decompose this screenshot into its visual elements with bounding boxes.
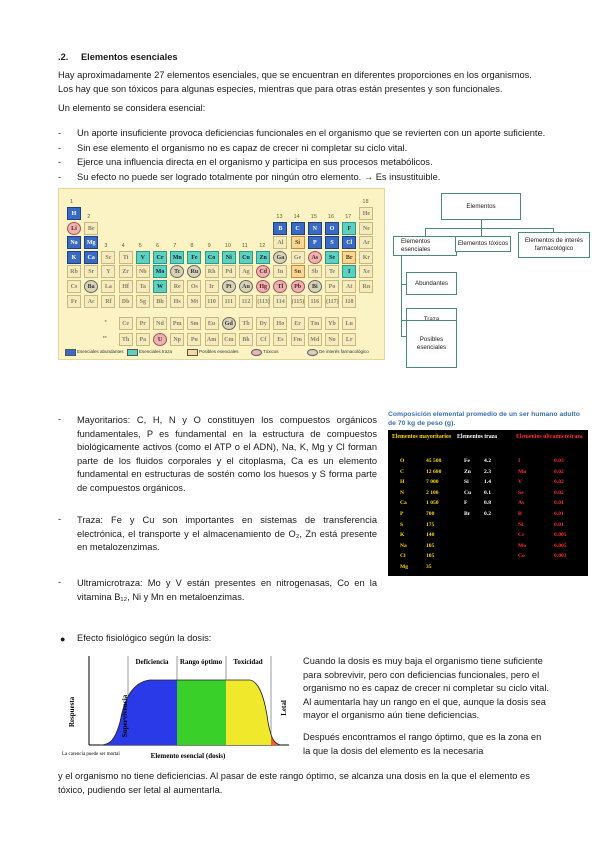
element-cell: Rh (205, 265, 219, 278)
ultra-element-symbol: B (518, 511, 522, 517)
element-cell: Mg (84, 236, 98, 249)
element-cell: Co (205, 251, 219, 264)
lanthanide-cell: Lu (342, 317, 356, 330)
legend-swatch (251, 349, 262, 356)
major-element-value: 105 (426, 553, 435, 560)
element-cell: Rb (67, 265, 81, 278)
section-heading (58, 51, 178, 65)
bullet-dot: ● (60, 634, 66, 644)
element-cell: Au (239, 280, 253, 293)
element-cell: Ac (84, 295, 98, 308)
element-cell: Ti (119, 251, 133, 264)
element-cell: Mt (187, 295, 201, 308)
ultra-element-value: 0.005 (554, 532, 567, 539)
ultra-element-value: 0.01 (554, 500, 564, 507)
group-number: 15 (310, 213, 317, 220)
element-cell: K (67, 251, 81, 264)
dose-paragraph-2: Después encontramos el rango óptimo, que es la zona en la que la dosis del elemento es la necesaria (303, 732, 542, 756)
essential-criteria-list (58, 126, 548, 184)
tree-root: Elementos (441, 193, 521, 220)
major-element-value: 2 100 (426, 489, 439, 496)
x-axis-label: Elemento esencial (dosis) (150, 752, 226, 760)
lanthanide-cell: Tb (239, 317, 253, 330)
lanthanide-cell: Pm (170, 317, 184, 330)
actinide-cell: Cm (222, 333, 236, 346)
zone-label-deficiency: Deficiencia (135, 658, 169, 666)
element-cell: S (325, 236, 339, 249)
element-cell: Al (273, 236, 287, 249)
ultra-element-value: 0.01 (554, 521, 564, 528)
major-element-value: 35 (426, 564, 432, 570)
element-cell: F (342, 222, 356, 235)
element-cell: Ne (359, 222, 373, 235)
intro-paragraph: Hay aproximadamente 27 elementos esenciales, que se encuentran en diferentes proporciones en los organismos. Los hay que son tóxicos para algunas especies, mientras que para otras están presentes y son funcionales. (58, 70, 532, 94)
trace-element-value: 1.4 (484, 479, 491, 486)
element-cell: Ni (222, 251, 236, 264)
element-cell: Cd (256, 265, 270, 278)
major-element-value: 45 500 (426, 458, 442, 464)
element-cell: O (325, 222, 339, 235)
element-cell: Tl (273, 280, 287, 293)
element-cell: Nb (136, 265, 150, 278)
actinide-cell: Am (205, 333, 219, 346)
element-cell: Cu (239, 251, 253, 264)
ultra-element-symbol: Mn (518, 468, 527, 475)
zone-label-optimal: Rango óptimo (179, 658, 223, 666)
legend-swatch (307, 349, 318, 356)
major-element-symbol: Cl (400, 553, 406, 560)
group-number: 5 (138, 242, 142, 249)
element-cell: Ca (84, 251, 98, 264)
element-cell: Rn (359, 280, 373, 293)
major-element-symbol: Ca (400, 500, 407, 507)
trace-element-symbol: Br (464, 511, 471, 517)
group-number: 17 (345, 213, 352, 220)
element-cell: B (273, 222, 287, 235)
tree-node-pharmacological: Elementos de interés farmacológico (518, 232, 590, 258)
ultra-element-symbol: As (518, 500, 525, 507)
lanthanide-cell: Nd (153, 317, 167, 330)
legend-label: Tóxicos (263, 349, 279, 354)
group-number: 9 (207, 242, 211, 249)
element-cell: Rf (101, 295, 115, 308)
element-cell: Cs (67, 280, 81, 293)
element-cell: At (342, 280, 356, 293)
group-number: 11 (242, 242, 248, 249)
element-cell: 110 (205, 295, 219, 308)
ultra-element-symbol: Cr (518, 532, 525, 539)
element-cell: I (342, 265, 356, 278)
tree-node-essential: Elementos esenciales (393, 236, 457, 256)
major-element-symbol: H (400, 479, 405, 486)
legend-label: Esenciales abundantes (77, 349, 124, 354)
trace-element-value: 0.8 (484, 500, 491, 507)
essential-definition: Un elemento se considera esencial: (58, 103, 206, 113)
element-cell: Zr (119, 265, 133, 278)
trace-element-symbol: F (464, 500, 468, 507)
dose-paragraph-3: y el organismo no tiene deficiencias. Al pasar de este rango óptimo, se alcanza una dosis en la que el elemento es tóxico, pudiendo ser letal al aumentarla. (58, 771, 530, 795)
periodic-table (58, 188, 385, 360)
element-cell: Ag (239, 265, 253, 278)
element-cell: (113) (256, 295, 270, 308)
element-cell: Ru (187, 265, 201, 278)
major-element-symbol: C (400, 468, 405, 475)
trace-element-value: 2.3 (484, 468, 491, 475)
tree-node-abundant: Abundantes (406, 272, 457, 295)
criterion-item: - Un aporte insuficiente provoca deficiencias funcionales en el organismo que se revierten con un aporte suficiente. (58, 126, 548, 141)
lanthanide-cell: Gd (222, 317, 236, 330)
element-cell: Li (67, 222, 81, 235)
group-number: 6 (156, 242, 160, 249)
major-element-symbol: Na (400, 542, 407, 549)
dose-response-graph (60, 652, 293, 772)
group-number: 7 (173, 242, 177, 249)
tree-node-toxic: Elementos tóxicos (455, 236, 511, 252)
criterion-item: - Su efecto no puede ser logrado totalmente por ningún otro elemento. → Es insustituible. (58, 170, 548, 185)
ultra-element-value: 0.02 (554, 489, 564, 496)
element-cell: H (67, 207, 81, 220)
major-element-value: 7 000 (426, 479, 439, 486)
major-element-value: 12 600 (426, 468, 442, 475)
element-cell: 118 (342, 295, 356, 308)
element-cell: Hs (170, 295, 184, 308)
element-cell: Be (84, 222, 98, 235)
element-cell: Os (187, 280, 201, 293)
element-cell: Ta (136, 280, 150, 293)
element-cell: Ba (84, 280, 98, 293)
ultratrace-elements-paragraph (77, 577, 377, 604)
element-cell: Fe (187, 251, 201, 264)
element-cell: Xe (359, 265, 373, 278)
element-cell: Te (325, 265, 339, 278)
group-number: 8 (190, 242, 194, 249)
section-title: Elementos esenciales (80, 52, 178, 62)
group-number: 16 (328, 213, 335, 220)
trace-element-value: 4.2 (484, 458, 491, 464)
actinide-cell: Th (119, 333, 133, 346)
criterion-item: - Sin ese elemento el organismo no es capaz de crecer ni completar su ciclo vital. (58, 141, 548, 156)
element-cell: Hf (119, 280, 133, 293)
group-number: 12 (259, 242, 266, 249)
trace-element-symbol: Fe (464, 458, 470, 464)
actinide-cell: No (325, 333, 339, 346)
major-element-value: 175 (426, 521, 435, 528)
lanthanide-cell: Dy (256, 317, 270, 330)
element-cell: Cr (153, 251, 167, 264)
element-cell: Tc (170, 265, 184, 278)
ultra-element-value: 0.02 (554, 479, 564, 486)
ultra-element-value: 0.01 (554, 511, 564, 517)
trace-label: Traza: (77, 515, 104, 525)
element-cell: Ge (291, 251, 305, 264)
actinide-cell: Es (273, 333, 287, 346)
trace-element-symbol: Si (464, 479, 469, 486)
actinide-cell: Cf (256, 333, 270, 346)
lanthanide-cell: Ho (273, 317, 287, 330)
trace-elements-paragraph (77, 514, 377, 555)
element-cell: Si (291, 236, 305, 249)
element-cell: Br (342, 251, 356, 264)
group-number: 18 (362, 199, 369, 205)
lanthanide-cell: Tm (308, 317, 322, 330)
group-number: 1 (70, 199, 74, 205)
composition-header-major: Elementos mayoritarios (392, 434, 452, 440)
composition-header-trace: Elementos traza (457, 434, 498, 440)
element-cell: Sg (136, 295, 150, 308)
criterion-item: - Ejerce una influencia directa en el organismo y participa en sus procesos metabólicos. (58, 155, 548, 170)
actinide-cell: Pa (136, 333, 150, 346)
element-cell: Ga (273, 251, 287, 264)
major-element-symbol: K (400, 532, 405, 539)
element-cell: C (291, 222, 305, 235)
ultra-element-symbol: I (518, 458, 521, 464)
composition-header-ultra: Elementos ultramicrotraza (516, 434, 583, 440)
element-cell: Na (67, 236, 81, 249)
dose-paragraph-1: Cuando la dosis es muy baja el organismo tiene suficiente para sobrevivir, pero con deficiencias funcionales, pero el organismo no es capaz de crecer ni completar su ciclo vital. Al aumentarla hay un rango en el que, aunque la dosis sea mayor el organismo aún tiene deficiencias. (303, 656, 549, 721)
major-text: C, H, N y O constituyen los compuestos orgánicos fundamentales, P es fundamental en la estructura de compuestos biológicamente activos (como el ATP o el ADN), Na, K, Mg y Cl forman parte de los fluidos corporales y el citoplasma, Ca es un elemento fundamental en estructuras de sostén como los huesos y S forma parte de compuestos orgánicos. (77, 415, 377, 493)
zone-label-lethal: Letal (280, 700, 288, 716)
element-cell: Sn (291, 265, 305, 278)
major-element-symbol: N (400, 489, 405, 496)
element-cell: Fr (67, 295, 81, 308)
composition-table (388, 430, 588, 576)
lanthanide-cell: Sm (187, 317, 201, 330)
actinide-cell: U (153, 333, 167, 346)
element-cell: Zn (256, 251, 270, 264)
ultra-element-value: 0.005 (554, 542, 567, 549)
legend-label: Posibles esenciales (199, 349, 239, 354)
lanthanide-cell: Yb (325, 317, 339, 330)
ultra-text: Mo y V están presentes en nitrogenasas, Co en la vitamina B₁₂, Ni y Mn en metaloenzimas. (77, 578, 378, 602)
major-element-value: 140 (426, 532, 435, 539)
element-cell: 116 (308, 295, 322, 308)
element-cell: Cl (342, 236, 356, 249)
element-cell: Se (325, 251, 339, 264)
element-cell: Mn (170, 251, 184, 264)
lanthanide-cell: Eu (205, 317, 219, 330)
element-cell: V (136, 251, 150, 264)
major-element-symbol: S (400, 521, 404, 528)
element-cell: Sc (101, 251, 115, 264)
tree-node-possible: Posibles esenciales (406, 320, 457, 368)
major-element-symbol: Mg (400, 564, 409, 570)
trace-text: Fe y Cu son importantes en sistemas de transferencia electrónica, el transporte y el almacenamiento de O₂, Zn está presente en metalozenzimas. (77, 515, 377, 553)
actinide-cell: Pu (187, 333, 201, 346)
element-cell: Ar (359, 236, 373, 249)
element-cell: Y (101, 265, 115, 278)
major-label: Mayoritarios: (77, 415, 131, 425)
element-cell: Kr (359, 251, 373, 264)
lanthanide-marker: * (104, 319, 107, 326)
major-element-value: 1 050 (426, 500, 439, 507)
element-cell: W (153, 280, 167, 293)
element-cell: Pd (222, 265, 236, 278)
major-element-value: 700 (426, 511, 435, 517)
element-cell: Ir (205, 280, 219, 293)
element-cell: Bi (308, 280, 322, 293)
major-element-symbol: P (400, 511, 404, 517)
element-cell: (115) (291, 295, 305, 308)
element-cell: La (101, 280, 115, 293)
element-cell: As (308, 251, 322, 264)
group-number: 13 (276, 213, 283, 220)
element-cell: Bh (153, 295, 167, 308)
legend-swatch (187, 349, 198, 356)
group-number: 2 (87, 213, 91, 220)
legend-label: Esenciales traza (139, 349, 173, 354)
ultra-element-symbol: V (518, 479, 523, 486)
major-elements-paragraph (77, 414, 377, 496)
ultra-element-value: 0.03 (554, 458, 564, 464)
element-cell: Mo (153, 265, 167, 278)
element-cell: Db (119, 295, 133, 308)
element-cell: Po (325, 280, 339, 293)
ultra-element-symbol: Se (518, 489, 524, 496)
trace-element-symbol: Zn (464, 468, 471, 475)
ultra-element-value: 0.003 (554, 553, 567, 560)
element-cell: P (308, 236, 322, 249)
element-cell: He (359, 207, 373, 220)
legend-swatch (65, 349, 76, 356)
element-cell: Pt (222, 280, 236, 293)
group-number: 10 (224, 242, 231, 249)
graph-note: La carencia puede ser mortal (62, 752, 120, 757)
element-cell: Hg (256, 280, 270, 293)
actinide-marker: ** (102, 335, 107, 342)
element-cell: 114 (273, 295, 287, 308)
group-number: 4 (121, 242, 125, 249)
element-cell: Sb (308, 265, 322, 278)
element-cell: N (308, 222, 322, 235)
trace-element-value: 0.2 (484, 511, 491, 517)
element-cell: Pb (291, 280, 305, 293)
major-element-value: 105 (426, 542, 435, 549)
element-cell: 112 (239, 295, 253, 308)
lanthanide-cell: Pr (136, 317, 150, 330)
actinide-cell: Lr (342, 333, 356, 346)
element-cell: (117) (325, 295, 339, 308)
lanthanide-cell: Er (291, 317, 305, 330)
group-number: 14 (293, 213, 300, 220)
actinide-cell: Bk (239, 333, 253, 346)
element-cell: Re (170, 280, 184, 293)
ultra-element-symbol: Ni (518, 521, 524, 528)
ultra-element-value: 0.02 (554, 468, 564, 475)
actinide-cell: Np (170, 333, 184, 346)
zone-label-toxicity: Toxicidad (233, 658, 263, 666)
legend-swatch (127, 349, 138, 356)
element-cell: In (273, 265, 287, 278)
major-element-symbol: O (400, 458, 405, 464)
element-cell: 111 (222, 295, 236, 308)
ultra-element-symbol: Mo (518, 542, 527, 549)
ultra-label: Ultramicrotraza: (77, 578, 143, 588)
lanthanide-cell: Ce (119, 317, 133, 330)
actinide-cell: Fm (291, 333, 305, 346)
section-number: .2. (58, 52, 69, 62)
zone-label-survival: Supervivencia (121, 694, 129, 738)
dose-heading: Efecto fisiológico según la dosis: (77, 633, 212, 643)
trace-element-value: 0.1 (484, 489, 491, 496)
y-axis-label: Respuesta (68, 696, 76, 728)
ultra-element-symbol: Co (518, 553, 525, 560)
composition-title: Composición elemental promedio de un ser humano adulto de 70 kg de peso (g). (388, 411, 580, 427)
trace-element-symbol: Cu (464, 489, 472, 496)
element-cell: Sr (84, 265, 98, 278)
legend-label: De interés farmacológico (319, 349, 369, 354)
actinide-cell: Md (308, 333, 322, 346)
group-number: 3 (104, 242, 108, 249)
